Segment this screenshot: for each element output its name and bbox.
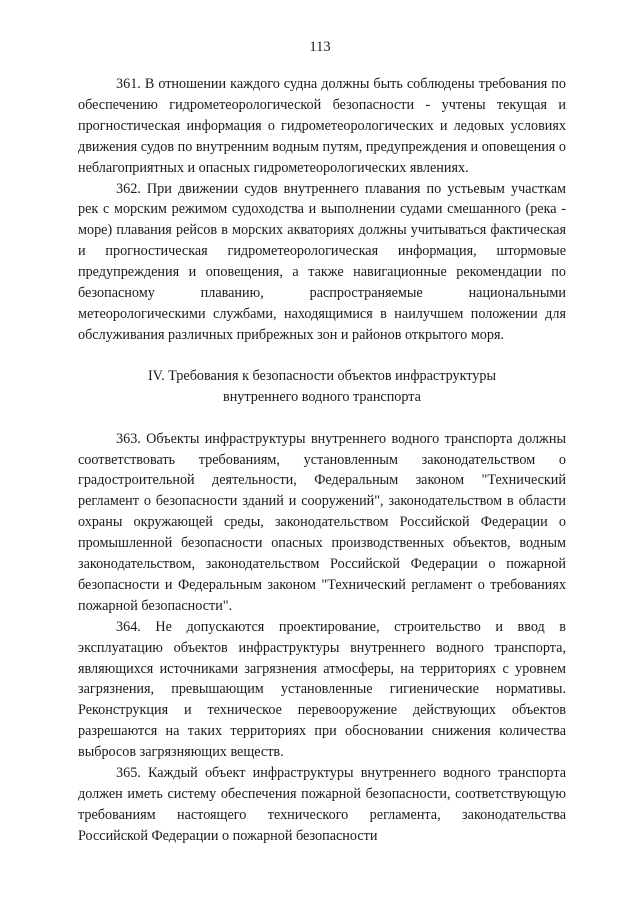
paragraph-363: 363. Объекты инфраструктуры внутреннего водного транспорта должны соответствовать требованиям, установленным законодательством о градостроительной деятельности, Федеральным законом "Технический регламент о безопасности зданий и сооружений", законодательством в области охраны окружающей среды, законодательством Российской Федерации о промышленной безопасности опасных производственных объектов, водным законодательством, законодательством Российской Федерации о пожарной безопасности и Федеральным законом "Технический регламент о требованиях пожарной безопасности". [78,430,566,614]
paragraph-362: 362. При движении судов внутреннего плавания по устьевым участкам рек с морским режимом судоходства и выполнении судами смешанного (река - море) плавания рейсов в морских акваториях должны учитываться фактическая и прогностическая гидрометеорологическая информация, штормовые предупреждения и оповещения, а также навигационные рекомендации по безопасному плаванию, распространяемые национальными метеорологическими службами, находящимися в наилучшем положении для обслуживания различных прибрежных зон и районов открытого моря. [78,180,566,343]
section-heading-line-2: внутреннего водного транспорта [223,388,421,405]
paragraph-364: 364. Не допускаются проектирование, строительство и ввод в эксплуатацию объектов инфраструктуры внутреннего водного транспорта, являющихся источниками загрязнения атмосферы, на территориях с уровнем загрязнения, превышающим установленные гигиенические нормативы. Реконструкция и техническое перевооружение действующих объектов разрешаются на таких территориях при обосновании снижения количества выбросов загрязняющих веществ. [78,618,566,761]
paragraph-365: 365. Каждый объект инфраструктуры внутреннего водного транспорта должен иметь систему обеспечения пожарной безопасности, соответствующую требованиям настоящего технического регламента, законодательства Российской Федерации о пожарной безопасности [78,765,566,844]
section-heading [78,366,566,408]
document-body [78,74,566,847]
page-number: 113 [309,39,331,55]
section-heading-line-1: IV. Требования к безопасности объектов инфраструктуры [147,367,497,384]
paragraph-361: 361. В отношении каждого судна должны быть соблюдены требования по обеспечению гидрометеорологической безопасности - учтены текущая и прогностическая информация о гидрометеорологических и ледовых условиях движения судов по внутренним водным путям, предупреждения и оповещения о неблагоприятных и опасных гидрометеорологических явлениях. [78,76,566,176]
